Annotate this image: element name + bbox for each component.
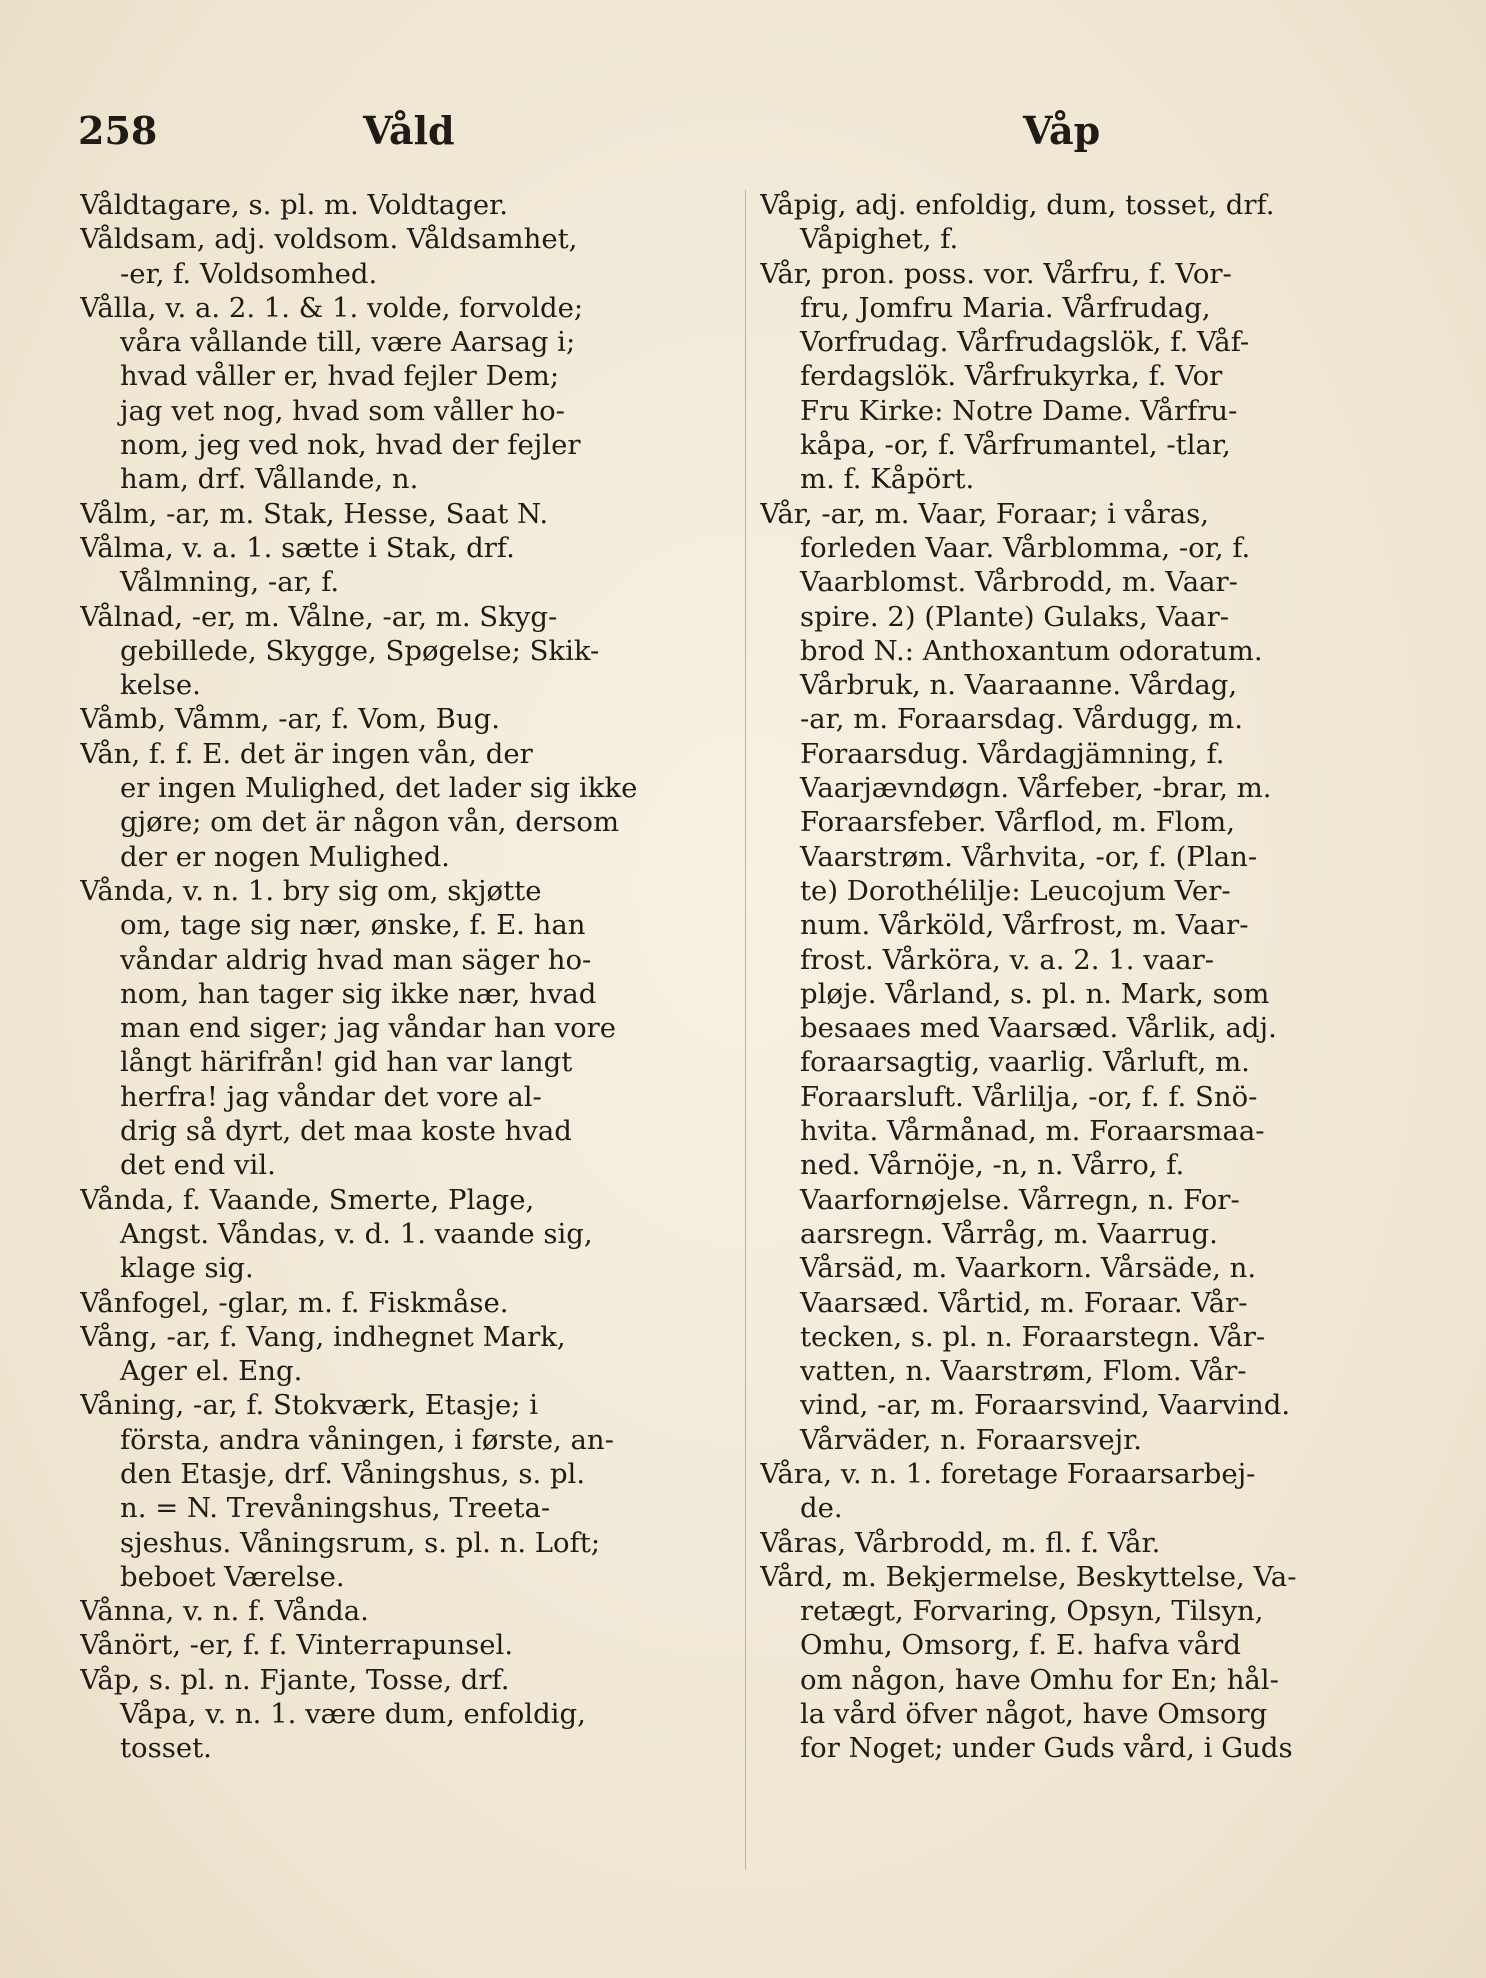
entry-line: frost. Vårköra, v. a. 2. 1. vaar- (800, 943, 1215, 976)
entry-line: Vårväder, n. Foraarsvejr. (800, 1423, 1143, 1456)
entry-line: Omhu, Omsorg, f. E. hafva vård (800, 1629, 1241, 1662)
entry-line: n. = N. Trevåningshus, Treeta- (120, 1492, 551, 1525)
entry-line: kåpa, -or, f. Vårfrumantel, -tlar, (800, 429, 1231, 462)
entry-line: klage sig. (120, 1252, 254, 1285)
entry-line: Våpa, v. n. 1. være dum, enfoldig, (120, 1698, 586, 1731)
entry-line: Foraarsluft. Vårlilja, -or, f. f. Snö- (800, 1080, 1258, 1113)
entry-line: brod N.: Anthoxantum odoratum. (800, 634, 1263, 667)
entry-line: Våras, Vårbrodd, m. fl. f. Vår. (760, 1526, 1161, 1559)
entry-line: Vån, f. f. E. det är ingen vån, der (80, 737, 533, 770)
entry-line: beboet Værelse. (120, 1560, 345, 1593)
entry-line: om, tage sig nær, ønske, f. E. han (120, 909, 586, 942)
entry-line: Vång, -ar, f. Vang, indhegnet Mark, (80, 1320, 566, 1353)
entry-line: nom, han tager sig ikke nær, hvad (120, 977, 597, 1010)
entry-line: Vorfrudag. Vårfrudagslök, f. Våf- (800, 326, 1250, 359)
entry-line: er ingen Mulighed, det lader sig ikke (120, 772, 638, 805)
entry-line: Angst. Våndas, v. d. 1. vaande sig, (120, 1217, 593, 1250)
left-guide-word: Våld (363, 108, 455, 153)
entry-line: Vaarsæd. Vårtid, m. Foraar. Vår- (800, 1286, 1248, 1319)
entry-line: retægt, Forvaring, Opsyn, Tilsyn, (800, 1595, 1264, 1628)
entry-line: tosset. (120, 1732, 212, 1765)
entry-line: te) Dorothélilje: Leucojum Ver- (800, 874, 1231, 907)
entry-line: den Etasje, drf. Våningshus, s. pl. (120, 1457, 586, 1490)
page-number: 258 (78, 108, 158, 153)
entry-line: Våldsam, adj. voldsom. Våldsamhet, (80, 223, 578, 256)
entry-line: der er nogen Mulighed. (120, 840, 450, 873)
entry-line: herfra! jag våndar det vore al- (120, 1080, 542, 1113)
entry-line: ned. Vårnöje, -n, n. Vårro, f. (800, 1149, 1185, 1182)
entry-line: om någon, have Omhu for En; hål- (800, 1663, 1279, 1696)
entry-line: m. f. Kåpört. (800, 463, 975, 496)
column-divider (745, 190, 746, 1870)
entry-line: jag vet nog, hvad som våller ho- (120, 394, 565, 427)
entry-line: Vånna, v. n. f. Vånda. (80, 1595, 369, 1628)
entry-line: kelse. (120, 669, 201, 702)
entry-line: ferdagslök. Vårfrukyrka, f. Vor (800, 360, 1223, 393)
entry-line: Foraarsfeber. Vårflod, m. Flom, (800, 806, 1235, 839)
entry-line: aarsregn. Vårråg, m. Vaarrug. (800, 1217, 1218, 1250)
entry-line: gebillede, Skygge, Spøgelse; Skik- (120, 634, 600, 667)
entry-line: gjøre; om det är någon vån, dersom (120, 806, 620, 839)
entry-line: Vålma, v. a. 1. sætte i Stak, drf. (80, 531, 515, 564)
entry-line: Vånda, f. Vaande, Smerte, Plage, (80, 1183, 535, 1216)
entry-line: Våpig, adj. enfoldig, dum, tosset, drf. (760, 189, 1275, 221)
entry-line: Vaarblomst. Vårbrodd, m. Vaar- (800, 566, 1238, 599)
entry-line: Vaarfornøjelse. Vårregn, n. For- (800, 1183, 1240, 1216)
entry-line: forleden Vaar. Vårblomma, -or, f. (800, 531, 1251, 564)
entry-line: Vålnad, -er, m. Vålne, -ar, m. Skyg- (80, 600, 558, 633)
entry-line: Våra, v. n. 1. foretage Foraarsarbej- (760, 1457, 1256, 1490)
entry-line: hvad våller er, hvad fejler Dem; (120, 360, 560, 393)
entry-line: Vålm, -ar, m. Stak, Hesse, Saat N. (80, 497, 549, 530)
entry-line: -ar, m. Foraarsdag. Vårdugg, m. (800, 703, 1243, 736)
entry-line: Fru Kirke: Notre Dame. Vårfru- (800, 394, 1238, 427)
entry-line: ham, drf. Vållande, n. (120, 463, 419, 496)
entry-line: hvita. Vårmånad, m. Foraarsmaa- (800, 1115, 1265, 1148)
entry-line: -er, f. Voldsomhed. (120, 257, 378, 290)
entry-line: num. Vårköld, Vårfrost, m. Vaar- (800, 909, 1249, 942)
entry-line: sjeshus. Våningsrum, s. pl. n. Loft; (120, 1526, 601, 1559)
entry-line: våra vållande till, være Aarsag i; (120, 326, 576, 359)
entry-line: besaaes med Vaarsæd. Vårlik, adj. (800, 1012, 1277, 1045)
right-guide-word: Våp (1023, 108, 1101, 153)
entry-line: de. (800, 1492, 843, 1525)
entry-line: våndar aldrig hvad man säger ho- (120, 943, 592, 976)
entry-line: Vånört, -er, f. f. Vinterrapunsel. (80, 1629, 514, 1662)
entry-line: Ager el. Eng. (120, 1355, 303, 1388)
entry-line: foraarsagtig, vaarlig. Vårluft, m. (800, 1046, 1250, 1079)
entry-line: man end siger; jag våndar han vore (120, 1012, 617, 1045)
entry-line: Våldtagare, s. pl. m. Voldtager. (80, 189, 508, 221)
entry-line: tecken, s. pl. n. Foraarstegn. Vår- (800, 1320, 1266, 1353)
entry-line: Vålmning, -ar, f. (120, 566, 340, 599)
entry-line: Våning, -ar, f. Stokværk, Etasje; i (80, 1389, 539, 1422)
entry-line: Vårsäd, m. Vaarkorn. Vårsäde, n. (800, 1252, 1257, 1285)
entry-line: la vård öfver något, have Omsorg (800, 1698, 1268, 1731)
entry-line: nom, jeg ved nok, hvad der fejler (120, 429, 581, 462)
entry-line: fru, Jomfru Maria. Vårfrudag, (800, 291, 1211, 324)
entry-line: vatten, n. Vaarstrøm, Flom. Vår- (800, 1355, 1247, 1388)
entry-line: Vaarstrøm. Vårhvita, -or, f. (Plan- (800, 840, 1258, 873)
entry-line: första, andra våningen, i første, an- (120, 1423, 614, 1456)
entry-line: Vånfogel, -glar, m. f. Fiskmåse. (80, 1286, 509, 1319)
entry-line: Våp, s. pl. n. Fjante, Tosse, drf. (80, 1663, 510, 1696)
right-column (760, 188, 1420, 1766)
entry-line: Vår, pron. poss. vor. Vårfru, f. Vor- (760, 257, 1232, 290)
entry-line: Våmb, Våmm, -ar, f. Vom, Bug. (80, 703, 500, 736)
entry-line: Foraarsdug. Vårdagjämning, f. (800, 737, 1225, 770)
left-column (80, 188, 720, 1766)
entry-line: spire. 2) (Plante) Gulaks, Vaar- (800, 600, 1230, 633)
page-header (78, 108, 1416, 168)
entry-line: det end vil. (120, 1149, 276, 1182)
entry-line: for Noget; under Guds vård, i Guds (800, 1732, 1293, 1765)
entry-line: Vårbruk, n. Vaaraanne. Vårdag, (800, 669, 1238, 702)
entry-line: Vånda, v. n. 1. bry sig om, skjøtte (80, 874, 542, 907)
entry-line: Vård, m. Bekjermelse, Beskyttelse, Va- (760, 1560, 1297, 1593)
entry-line: Vår, -ar, m. Vaar, Foraar; i våras, (760, 497, 1210, 530)
entry-line: pløje. Vårland, s. pl. n. Mark, som (800, 977, 1270, 1010)
entry-line: vind, -ar, m. Foraarsvind, Vaarvind. (800, 1389, 1291, 1422)
entry-line: Våpighet, f. (800, 223, 959, 256)
entry-line: långt härifrån! gid han var langt (120, 1046, 573, 1079)
entry-line: drig så dyrt, det maa koste hvad (120, 1115, 572, 1148)
entry-line: Vålla, v. a. 2. 1. & 1. volde, forvolde; (80, 291, 584, 324)
entry-line: Vaarjævndøgn. Vårfeber, -brar, m. (800, 772, 1272, 805)
